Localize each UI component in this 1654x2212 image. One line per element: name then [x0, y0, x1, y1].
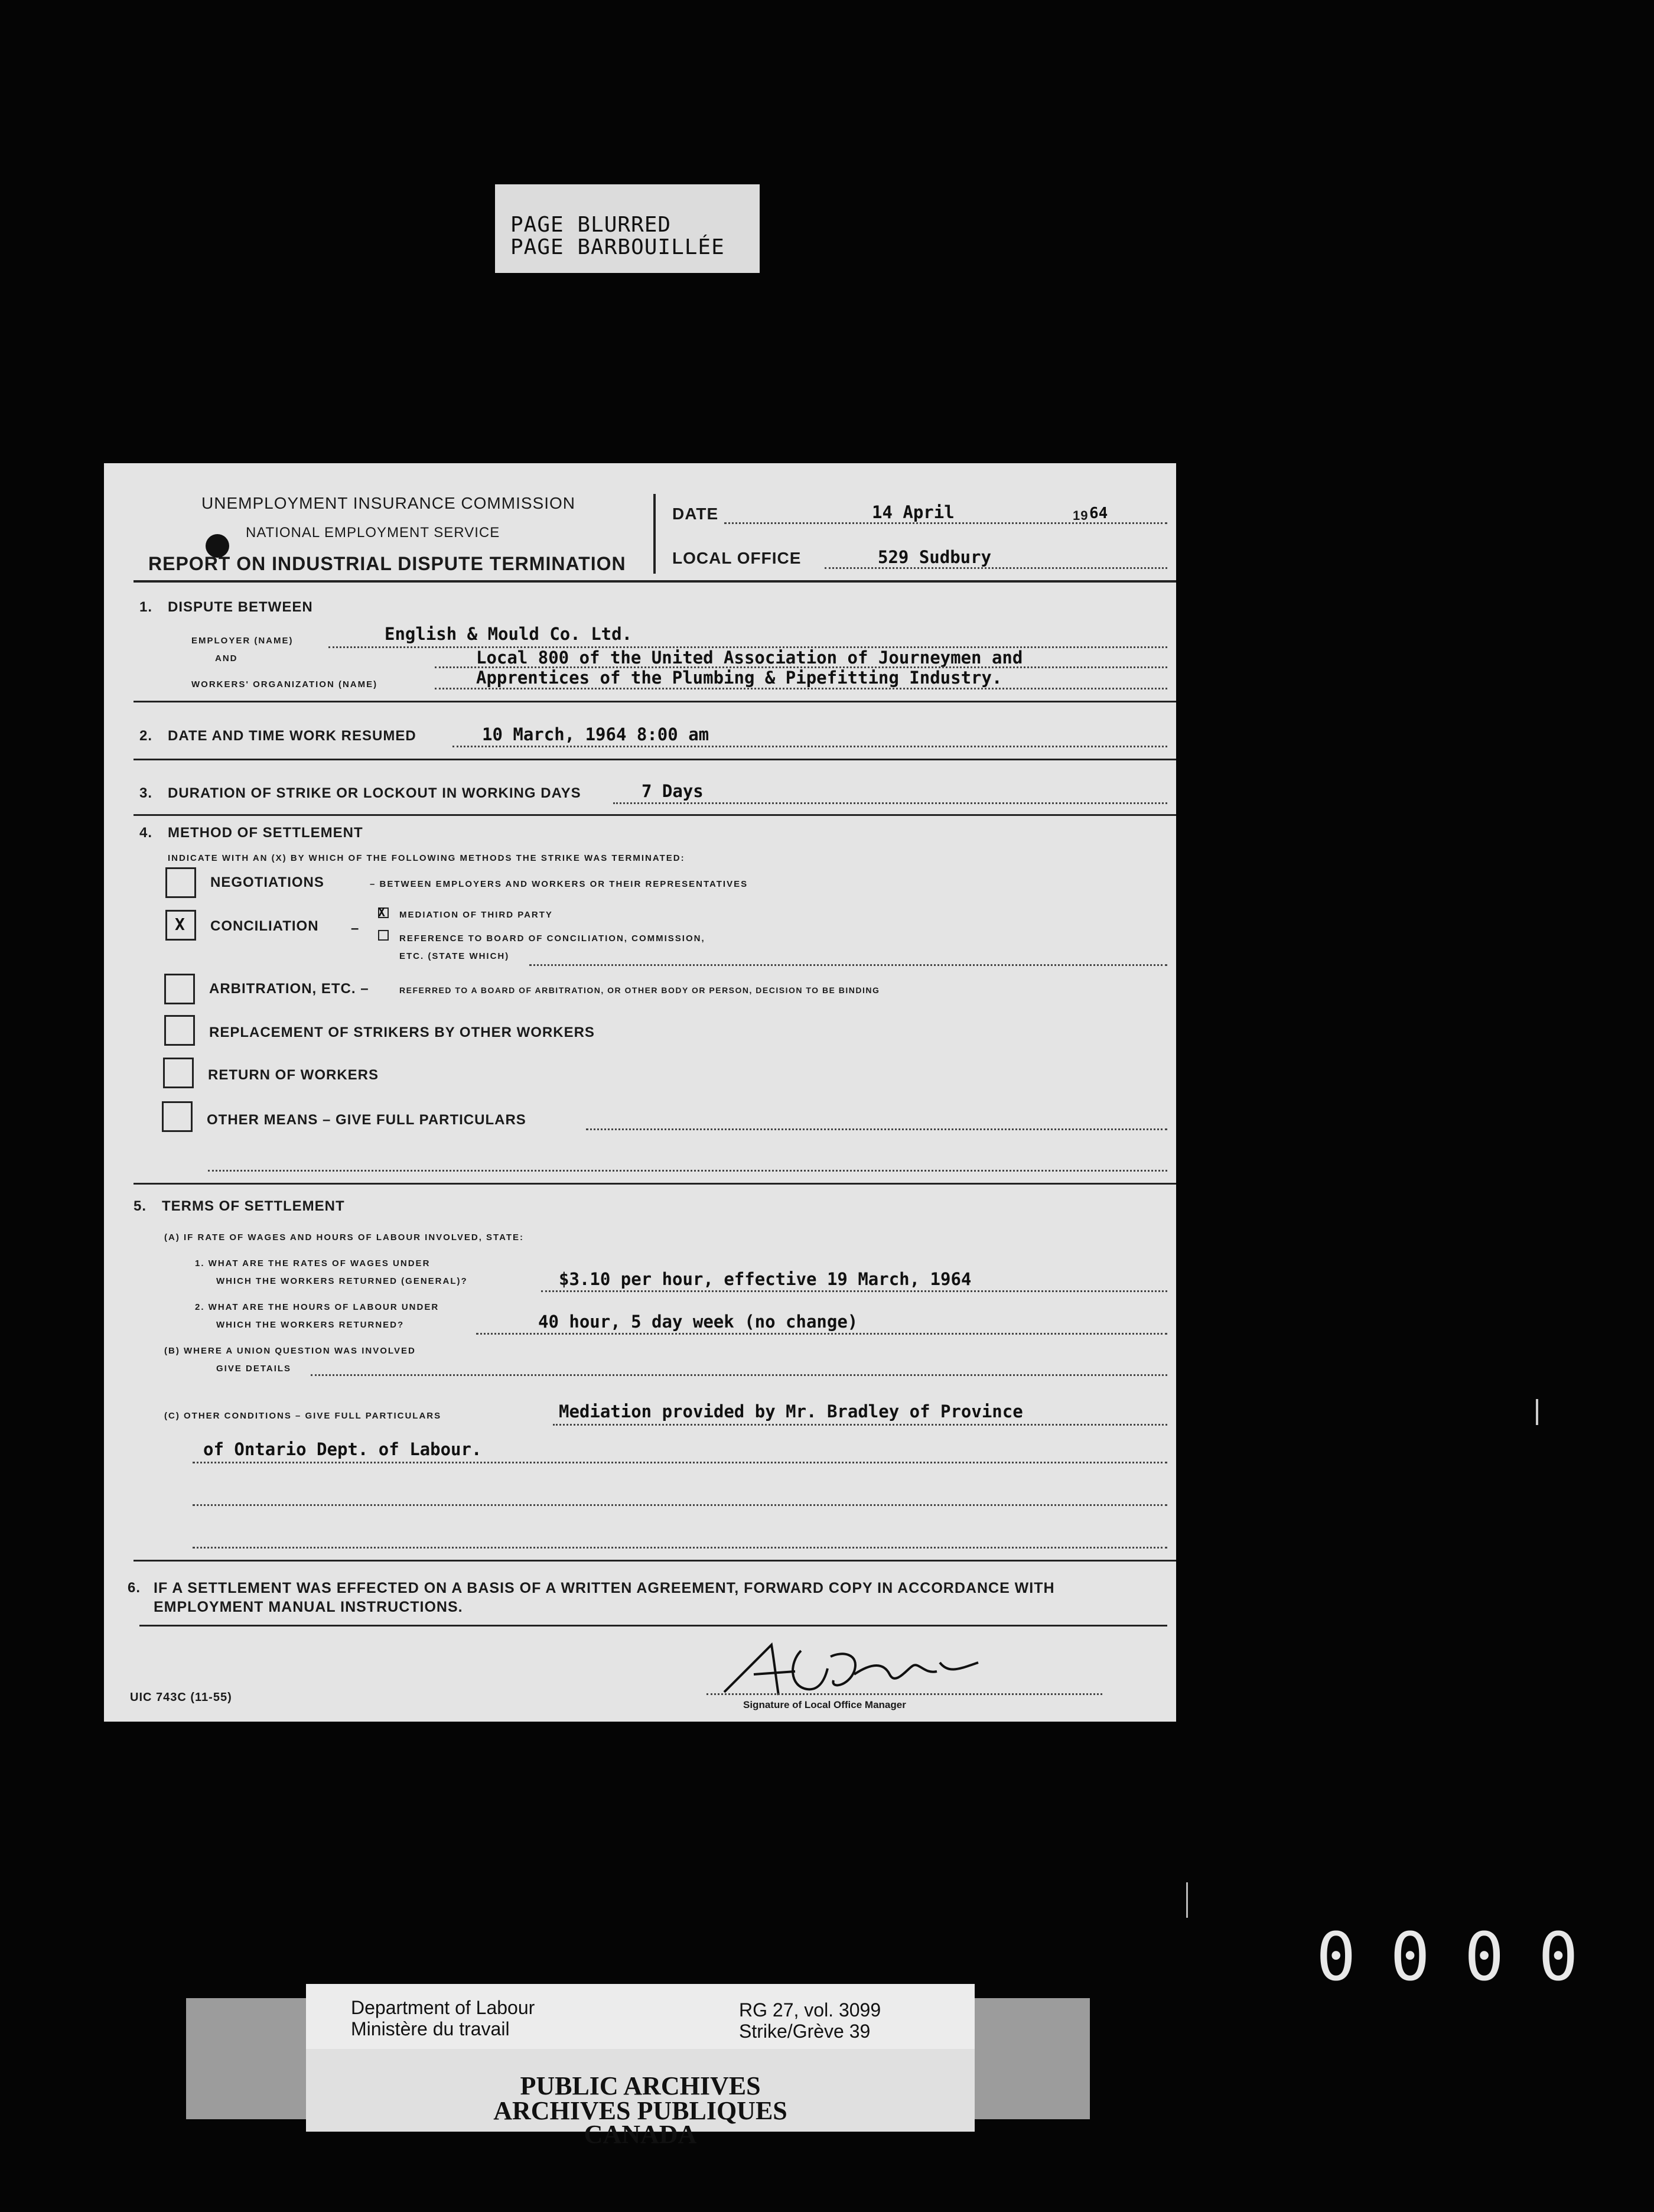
- other-means-line-2: [208, 1170, 1167, 1172]
- duration-label: DURATION OF STRIKE OR LOCKOUT IN WORKING DAYS: [168, 785, 581, 801]
- date-line: [724, 522, 1167, 524]
- service-name: NATIONAL EMPLOYMENT SERVICE: [246, 525, 500, 541]
- hours-value: 40 hour, 5 day week (no change): [538, 1312, 858, 1332]
- section-1-rule: [134, 701, 1176, 702]
- arbitration-description: REFERRED TO A BOARD OF ARBITRATION, OR OTHER BODY OR PERSON, DECISION TO BE BINDING: [399, 985, 880, 995]
- hours-line: [476, 1333, 1167, 1335]
- public-archives-en: PUBLIC ARCHIVES: [520, 2071, 761, 2100]
- date-label: DATE: [672, 505, 719, 523]
- film-scratch: [1536, 1399, 1538, 1425]
- form-code: UIC 743C (11-55): [130, 1691, 232, 1704]
- other-conditions-line-4: [193, 1547, 1167, 1549]
- wages-question-2: WHICH THE WORKERS RETURNED (GENERAL)?: [216, 1276, 468, 1286]
- section-5-rule: [134, 1560, 1176, 1562]
- terms-title: TERMS OF SETTLEMENT: [162, 1198, 345, 1214]
- archive-stamp: [306, 2049, 975, 2132]
- archive-reference-card: [306, 1984, 975, 2049]
- replacement-checkbox[interactable]: [164, 1015, 195, 1046]
- section-6-line-2: EMPLOYMENT MANUAL INSTRUCTIONS.: [154, 1599, 463, 1615]
- workers-org-label: WORKERS' ORGANIZATION (NAME): [191, 679, 378, 689]
- local-office-label: LOCAL OFFICE: [672, 549, 802, 567]
- workers-line-2: [435, 688, 1167, 689]
- section-3-number: 3.: [139, 785, 153, 801]
- department-en: Department of Labour: [351, 1997, 535, 2018]
- negotiations-checkbox[interactable]: [165, 867, 196, 898]
- wages-line: [541, 1290, 1167, 1292]
- other-means-checkbox[interactable]: [162, 1101, 193, 1132]
- conciliation-label: CONCILIATION: [210, 918, 319, 934]
- arbitration-label: ARBITRATION, ETC. –: [209, 981, 369, 997]
- reference-line: [529, 964, 1167, 966]
- other-conditions-label: (C) OTHER CONDITIONS – GIVE FULL PARTICULARS: [164, 1411, 442, 1421]
- agency-name: UNEMPLOYMENT INSURANCE COMMISSION: [201, 494, 575, 512]
- wages-value: $3.10 per hour, effective 19 March, 1964: [559, 1269, 972, 1289]
- duration-value: 7 Days: [642, 781, 704, 801]
- wages-question-1: 1. WHAT ARE THE RATES OF WAGES UNDER: [195, 1258, 431, 1268]
- other-conditions-line-3: [193, 1504, 1167, 1506]
- arbitration-checkbox[interactable]: [164, 974, 195, 1004]
- other-conditions-line-2: [193, 1462, 1167, 1463]
- workers-org-name-1: Local 800 of the United Association of Journeymen and: [476, 648, 1023, 668]
- local-office-value: 529 Sudbury: [878, 547, 992, 567]
- dispute-report-form: [104, 463, 1176, 1722]
- record-group: RG 27, vol. 3099: [739, 1999, 881, 2021]
- conciliation-mark: X: [175, 915, 185, 934]
- duration-line: [613, 802, 1167, 804]
- work-resumed-label: DATE AND TIME WORK RESUMED: [168, 728, 416, 744]
- work-resumed-line: [452, 746, 1167, 747]
- date-year: 64: [1089, 505, 1108, 522]
- section-6-number: 6.: [128, 1580, 141, 1596]
- signature-label: Signature of Local Office Manager: [743, 1699, 906, 1710]
- other-conditions-line-1: [553, 1424, 1167, 1426]
- section-5-number: 5.: [134, 1198, 147, 1214]
- notice-line-2: PAGE BARBOUILLÉE: [510, 235, 725, 259]
- section-2-number: 2.: [139, 728, 153, 744]
- mediation-label: MEDIATION OF THIRD PARTY: [399, 910, 553, 920]
- header-rule: [134, 580, 1176, 583]
- signature-line: [706, 1693, 1102, 1695]
- workers-org-name-2: Apprentices of the Plumbing & Pipefitting Industry.: [476, 668, 1002, 688]
- other-means-line-1: [586, 1128, 1167, 1130]
- terms-a-label: (A) IF RATE OF WAGES AND HOURS OF LABOUR INVOLVED, STATE:: [164, 1232, 524, 1242]
- and-label: AND: [215, 653, 238, 663]
- date-year-prefix: 19: [1073, 508, 1089, 523]
- other-means-label: OTHER MEANS – GIVE FULL PARTICULARS: [207, 1112, 526, 1128]
- public-archives-fr: ARCHIVES PUBLIQUES: [493, 2096, 787, 2125]
- employer-name: English & Mould Co. Ltd.: [385, 624, 633, 644]
- return-checkbox[interactable]: [163, 1058, 194, 1088]
- frame-number: 0000: [1316, 1919, 1613, 1996]
- date-value: 14 April: [872, 502, 955, 522]
- union-question-1: (B) WHERE A UNION QUESTION WAS INVOLVED: [164, 1346, 416, 1356]
- section-6-line-1: IF A SETTLEMENT WAS EFFECTED ON A BASIS OF A WRITTEN AGREEMENT, FORWARD COPY IN ACCORDANCE WITH: [154, 1580, 1055, 1596]
- section-3-rule: [134, 814, 1176, 816]
- other-conditions-value-2: of Ontario Dept. of Labour.: [203, 1439, 482, 1459]
- reference-label-2: ETC. (STATE WHICH): [399, 951, 510, 961]
- reference-checkbox[interactable]: [378, 930, 389, 941]
- mediation-mark: X: [378, 905, 386, 919]
- return-label: RETURN OF WORKERS: [208, 1067, 379, 1083]
- union-question-2: GIVE DETAILS: [216, 1364, 292, 1374]
- form-title: REPORT ON INDUSTRIAL DISPUTE TERMINATION: [148, 553, 626, 574]
- header-divider: [653, 494, 656, 574]
- section-4-rule: [134, 1183, 1176, 1185]
- work-resumed-value: 10 March, 1964 8:00 am: [482, 724, 709, 744]
- hours-question-1: 2. WHAT ARE THE HOURS OF LABOUR UNDER: [195, 1302, 439, 1312]
- negotiations-label: NEGOTIATIONS: [210, 874, 324, 890]
- section-1-number: 1.: [139, 599, 153, 615]
- other-conditions-value-1: Mediation provided by Mr. Bradley of Province: [559, 1401, 1023, 1421]
- film-scratch-2: [1186, 1882, 1188, 1918]
- notice-line-1: PAGE BLURRED: [510, 213, 672, 237]
- public-archives-country: CANADA: [584, 2120, 697, 2149]
- department-fr: Ministère du travail: [351, 2018, 510, 2039]
- section-4-number: 4.: [139, 825, 153, 841]
- office-line: [825, 567, 1167, 569]
- reference-label-1: REFERENCE TO BOARD OF CONCILIATION, COMMISSION,: [399, 933, 705, 944]
- method-title: METHOD OF SETTLEMENT: [168, 825, 363, 841]
- page-blurred-label: [495, 184, 760, 273]
- employer-label: EMPLOYER (NAME): [191, 636, 294, 646]
- negotiations-description: – BETWEEN EMPLOYERS AND WORKERS OR THEIR REPRESENTATIVES: [370, 879, 748, 889]
- union-line: [311, 1374, 1167, 1376]
- strike-number: Strike/Grève 39: [739, 2021, 871, 2042]
- conciliation-dash: –: [351, 920, 360, 936]
- section-1-title: DISPUTE BETWEEN: [168, 599, 313, 615]
- method-instruction: INDICATE WITH AN (X) BY WHICH OF THE FOLLOWING METHODS THE STRIKE WAS TERMINATED:: [168, 853, 685, 863]
- hours-question-2: WHICH THE WORKERS RETURNED?: [216, 1320, 405, 1330]
- replacement-label: REPLACEMENT OF STRIKERS BY OTHER WORKERS: [209, 1024, 595, 1040]
- section-6-rule: [139, 1625, 1167, 1627]
- section-2-rule: [134, 759, 1176, 760]
